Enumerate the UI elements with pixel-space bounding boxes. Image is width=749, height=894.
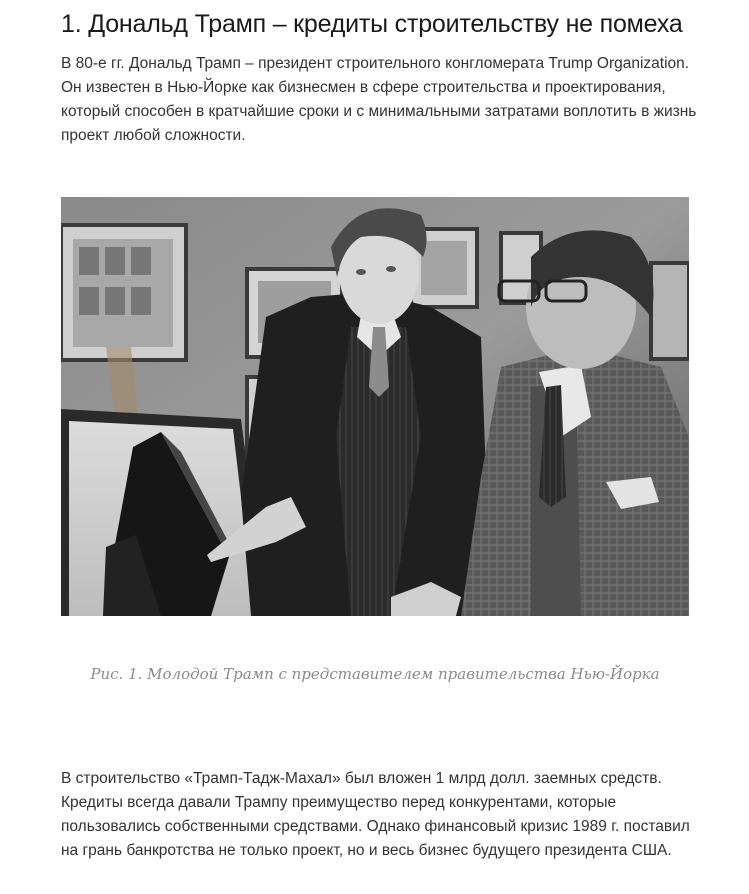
article-heading: 1. Дональд Трамп – кредиты строительству не помеха — [61, 10, 683, 38]
photo-young-trump-with-official — [61, 197, 689, 616]
body-paragraph: В строительство «Трамп-Тадж-Махал» был вложен 1 млрд долл. заемных средств. Кредиты всегда давали Трампу преимущество перед конкурентами, которые пользовались собственными средствами. Однако финансовый кризис 1989 г. поставил на грань банкротства не только проект, но и весь бизнес будущего президента США. — [61, 770, 690, 859]
figure-caption: Рис. 1. Молодой Трамп с представителем правительства Нью-Йорка — [90, 665, 660, 683]
photo-figure — [61, 197, 689, 616]
intro-paragraph: В 80-е гг. Дональд Трамп – президент строительного конгломерата Trump Organization. Он известен в Нью-Йорке как бизнесмен в сфере строительства и проектирования, который способен в кратчайшие сроки и с минимальными затратами воплотить в жизнь проект любой сложности. — [61, 55, 697, 144]
